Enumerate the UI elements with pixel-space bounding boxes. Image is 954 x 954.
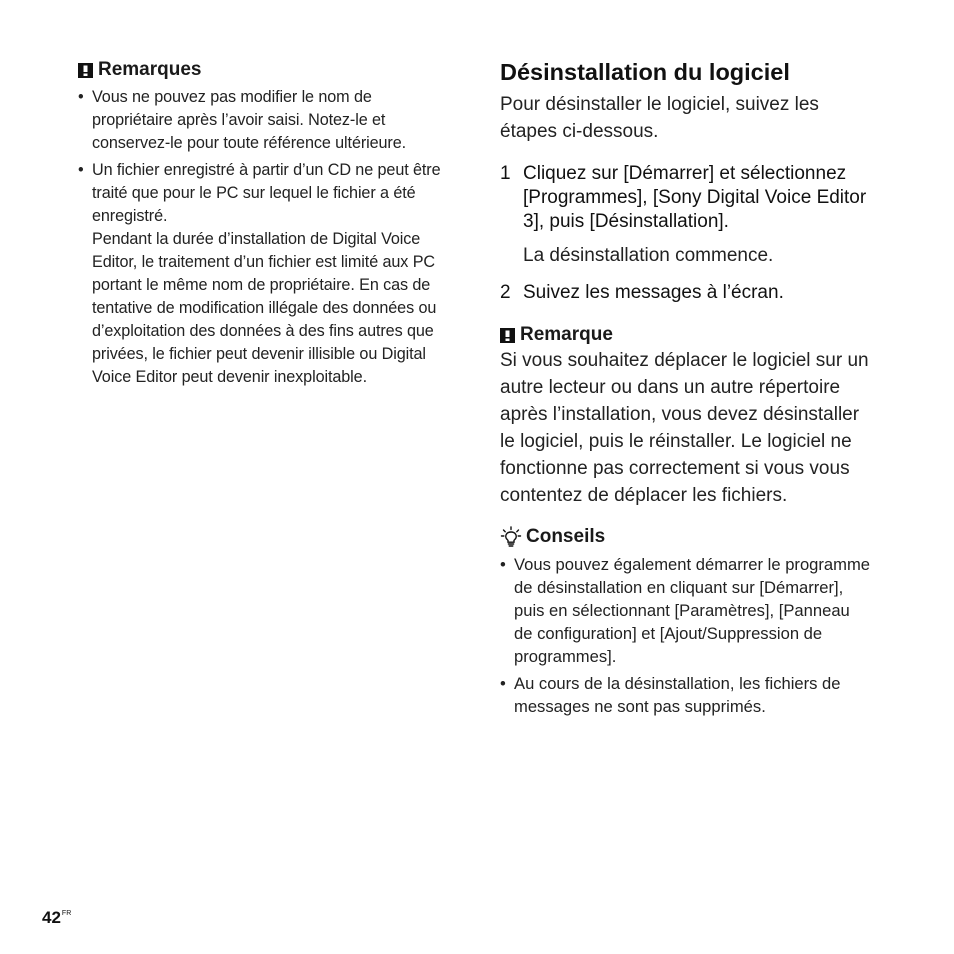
- list-item: [500, 672, 872, 718]
- bullet-icon: •: [78, 161, 84, 179]
- remarque-heading: [500, 323, 872, 347]
- note-icon: [78, 63, 93, 78]
- remarque-heading-text: Remarque: [520, 324, 613, 345]
- remarques-heading-text: Remarques: [98, 59, 202, 80]
- lightbulb-icon: [500, 526, 522, 548]
- note-icon: [500, 328, 515, 343]
- list-item-text: Vous pouvez également démarrer le programme de désinstallation en cliquant sur [Démarrer], puis en sélectionnant [Paramètres], [Panneau de configuration] et [Ajout/Suppression de programmes].: [514, 555, 871, 666]
- step-text: Suivez les messages à l’écran.: [523, 282, 784, 303]
- bullet-icon: •: [500, 674, 506, 693]
- list-item: [78, 86, 456, 155]
- list-item-text: Vous ne pouvez pas modifier le nom de propriétaire après l’avoir saisi. Notez-le et conservez-le pour toute référence ultérieure.: [92, 88, 407, 152]
- list-item: [500, 553, 872, 668]
- step-2: [500, 281, 872, 305]
- language-code: FR: [61, 910, 72, 917]
- step-result: La désinstallation commence.: [523, 245, 774, 266]
- remarques-heading: [78, 58, 456, 82]
- step-text: Cliquez sur [Démarrer] et sélectionnez [Programmes], [Sony Digital Voice Editor 3], puis [Désinstallation].: [523, 163, 867, 232]
- bullet-icon: •: [78, 88, 84, 106]
- section-title: Désinstallation du logiciel: [500, 59, 790, 85]
- list-item-text: Un fichier enregistré à partir d’un CD ne peut être traité que pour le PC sur lequel le fichier a été enregistré.: [92, 161, 441, 225]
- list-item-text: Au cours de la désinstallation, les fichiers de messages ne sont pas supprimés.: [514, 674, 841, 716]
- left-column: [78, 58, 456, 393]
- step-number: 1: [500, 163, 511, 184]
- step-1: [500, 162, 872, 234]
- bullet-icon: •: [500, 555, 506, 574]
- right-column: [500, 58, 872, 722]
- remarques-list: [78, 86, 456, 389]
- conseils-heading: [500, 525, 872, 549]
- list-item-text: Pendant la durée d’installation de Digital Voice Editor, le traitement d’un fichier est limité aux PC portant le même nom de propriétaire. En cas de tentative de modification illégale des données ou d’exploitation des données à des fins autres que privées, le fichier peut devenir illisible ou Digital Voice Editor peut devenir inexploitable.: [92, 230, 437, 386]
- conseils-list: [500, 553, 872, 718]
- intro-text: Pour désinstaller le logiciel, suivez les étapes ci-dessous.: [500, 94, 819, 142]
- conseils-heading-text: Conseils: [526, 526, 606, 547]
- page-number: [42, 908, 71, 928]
- step-number: 2: [500, 282, 511, 303]
- remarque-text: Si vous souhaitez déplacer le logiciel sur un autre lecteur ou dans un autre répertoire après l’installation, vous devez désinstaller le logiciel, puis le réinstaller. Le logiciel ne fonctionne pas correctement si vous vous contentez de déplacer les fichiers.: [500, 350, 869, 506]
- list-item: [78, 159, 456, 389]
- page-number-value: 42: [42, 908, 61, 927]
